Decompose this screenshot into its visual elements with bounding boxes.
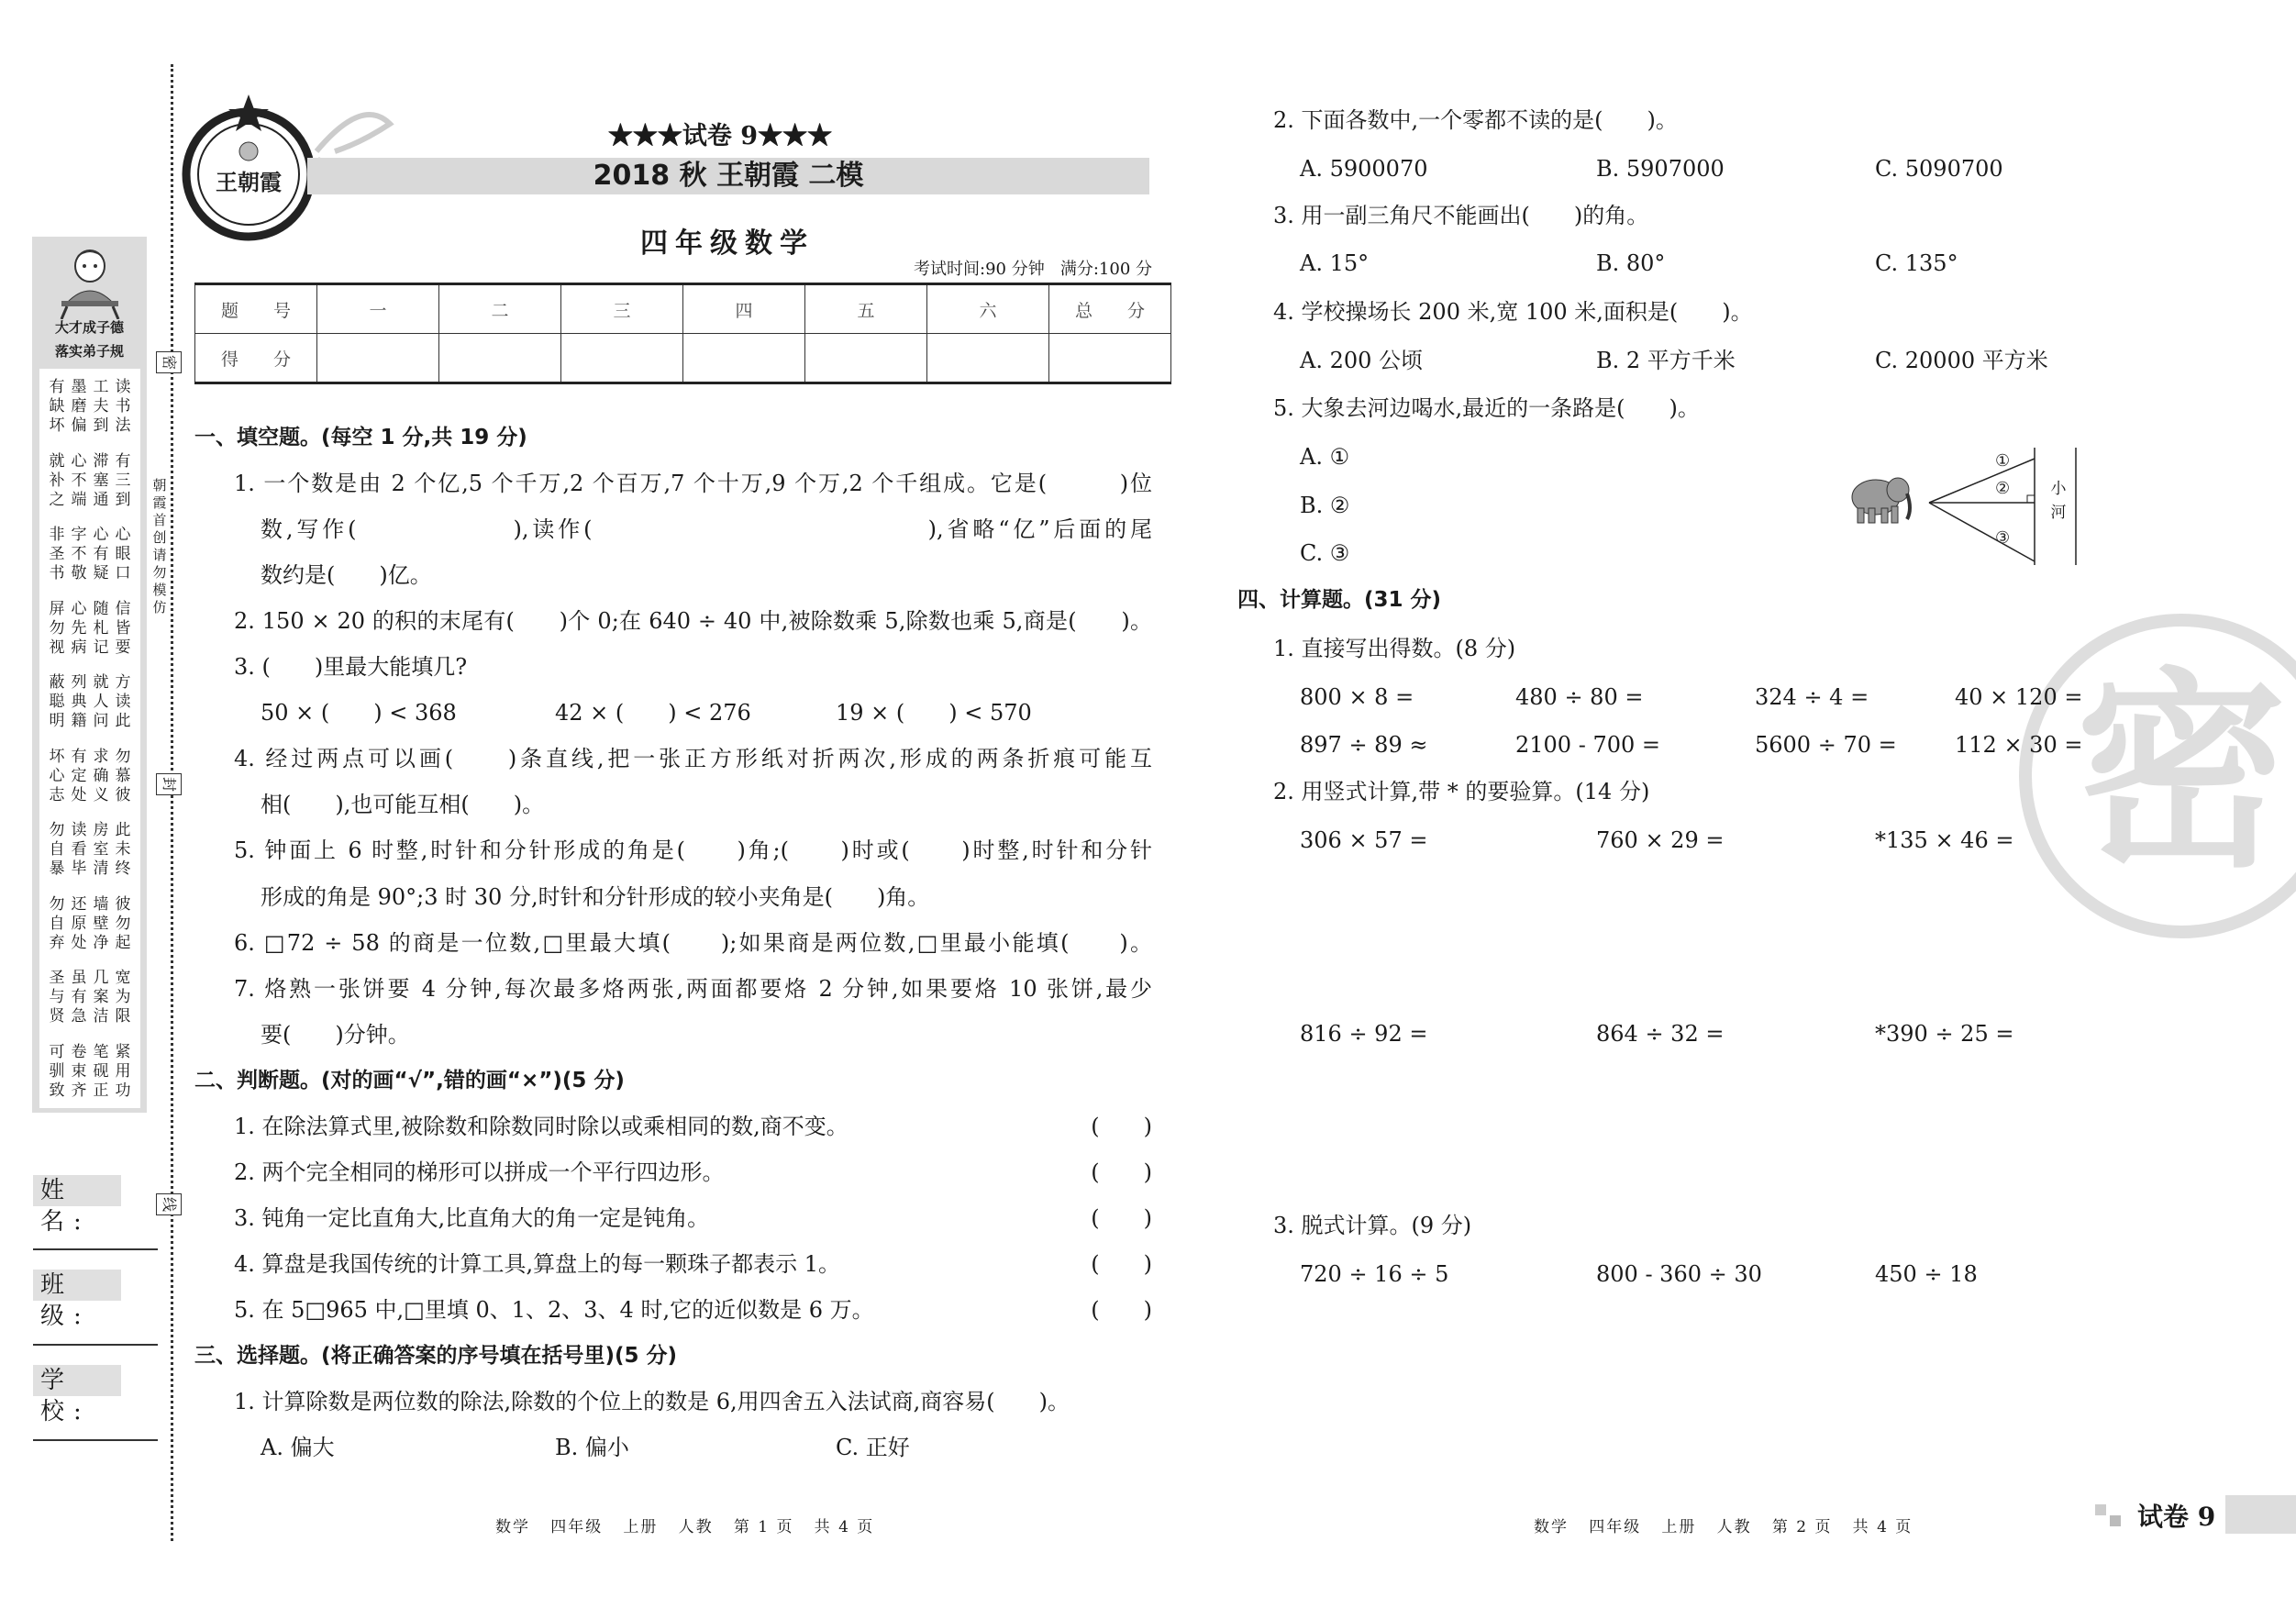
- footer-page-1: 数学 四年级 上册 人教 第 1 页 共 4 页: [495, 1518, 875, 1536]
- score-row-label: 得 分: [195, 334, 317, 383]
- poem-line: 自原壁勿: [49, 914, 138, 933]
- poem-line: 有墨工读: [49, 378, 138, 396]
- calculation-item: 306 × 57 =: [1300, 827, 1428, 853]
- section-heading: 二、判断题。(对的画“√”,错的画“×”)(5 分): [194, 1068, 625, 1092]
- footer-page-2: 数学 四年级 上册 人教 第 2 页 共 4 页: [1534, 1518, 1913, 1536]
- question-text: 5. 钟面上 6 时整,时针和分针形成的角是( )角;( )时或( )时整,时针和分针: [234, 837, 1152, 864]
- answer-option[interactable]: A. ①: [1300, 444, 1350, 470]
- student-cartoon-icon: [58, 246, 122, 319]
- paper-tag: 试卷 9: [2137, 1502, 2216, 1532]
- score-header-cell: 三: [561, 284, 683, 334]
- answer-option[interactable]: C. 20000 平方米: [1875, 348, 2048, 373]
- poem-line: 视病记要: [49, 638, 138, 657]
- judgement-statement: 3. 钝角一定比直角大,比直角大的角一定是钝角。: [234, 1204, 710, 1231]
- score-cell[interactable]: [317, 334, 439, 383]
- answer-option[interactable]: A. 200 公顷: [1300, 348, 1424, 373]
- poem-line: 弃处净起: [49, 933, 138, 952]
- paper-number: ★★★试卷 9★★★: [607, 122, 833, 150]
- score-cell[interactable]: [439, 334, 561, 383]
- score-header-cell: 二: [439, 284, 561, 334]
- judgement-statement: 1. 在除法算式里,被除数和除数同时除以或乘相同的数,商不变。: [234, 1113, 849, 1139]
- judgement-answer-blank[interactable]: ( ): [1091, 1159, 1152, 1185]
- question-text: 3. 脱式计算。(9 分): [1273, 1213, 1472, 1238]
- question-text-continued: 数,写作( ),读作( ),省略“亿”后面的尾: [261, 516, 1152, 543]
- poem-line: 勿读房此: [49, 821, 138, 839]
- poem-line: 坏有求勿: [49, 747, 138, 766]
- river-label: 小河: [2050, 480, 2067, 522]
- poem-line: 聪典人读: [49, 693, 138, 711]
- seal-mark-feng: 封: [156, 773, 182, 795]
- section-heading: 三、选择题。(将正确答案的序号填在括号里)(5 分): [194, 1344, 678, 1368]
- decor-square: [2110, 1515, 2121, 1526]
- score-cell[interactable]: [683, 334, 805, 383]
- answer-option[interactable]: A. 5900070: [1300, 156, 1428, 182]
- calculation-item: *135 × 46 =: [1875, 827, 2014, 853]
- subject-title: 四年级数学: [640, 227, 815, 260]
- calculation-item: 897 ÷ 89 ≈: [1300, 732, 1428, 758]
- path-label: ①: [1995, 451, 2011, 471]
- calculation-item: 2100 - 700 =: [1515, 732, 1660, 758]
- calculation-item: 800 × 8 =: [1300, 684, 1414, 710]
- score-table-score-row: [195, 334, 1171, 383]
- answer-option[interactable]: A. 15°: [1300, 250, 1370, 276]
- answer-option[interactable]: 42 × ( ) < 276: [555, 700, 751, 726]
- name-field[interactable]: [33, 1248, 158, 1250]
- school-field[interactable]: [33, 1439, 158, 1441]
- score-table: [194, 283, 1171, 384]
- calculation-item: 720 ÷ 16 ÷ 5: [1300, 1261, 1449, 1287]
- poem-line: 书敬疑口: [49, 564, 138, 582]
- question-text: 4. 经过两点可以画( )条直线,把一张正方形纸对折两次,形成的两条折痕可能互: [234, 746, 1152, 772]
- elephant-icon: [1852, 478, 1910, 523]
- question-text-continued: 要( )分钟。: [261, 1021, 410, 1048]
- question-text: 5. 大象去河边喝水,最近的一条路是( )。: [1273, 395, 1700, 421]
- question-text: 7. 烙熟一张饼要 4 分钟,每次最多烙两张,两面都要烙 2 分钟,如果要烙 10 张饼,最少: [234, 975, 1152, 1002]
- question-text: 6. □72 ÷ 58 的商是一位数,□里最大填( );如果商是两位数,□里最小能填( )。: [234, 929, 1152, 956]
- poem-line: 圣不有眼: [49, 545, 138, 563]
- poem-line: 补不塞三: [49, 471, 138, 490]
- question-text: 1. 计算除数是两位数的除法,除数的个位上的数是 6,用四舍五入法试商,商容易( )。: [234, 1389, 1070, 1415]
- motto-line: 大才成子德: [54, 319, 124, 336]
- watermark-seal-icon: [2009, 605, 2296, 954]
- poem-line: 暴毕清终: [49, 859, 138, 878]
- poem-line: 贤急洁限: [49, 1007, 138, 1026]
- score-header-cell: 四: [683, 284, 805, 334]
- judgement-statement: 5. 在 5□965 中,□里填 0、1、2、3、4 时,它的近似数是 6 万。: [234, 1296, 874, 1323]
- calculation-item: 5600 ÷ 70 =: [1755, 732, 1897, 758]
- calculation-item: 800 - 360 ÷ 30: [1596, 1261, 1762, 1287]
- calculation-item: 816 ÷ 92 =: [1300, 1021, 1428, 1047]
- score-header-cell: 总 分: [1049, 284, 1171, 334]
- poem-line: 非字心心: [49, 526, 138, 544]
- copyright-notice: 朝霞首创 请勿模仿: [152, 477, 167, 616]
- path-label: ③: [1995, 528, 2011, 548]
- dizigui-poem: [39, 369, 140, 1108]
- section-heading: 四、计算题。(31 分): [1237, 588, 1442, 612]
- seal-mark-mi: 密: [156, 351, 182, 373]
- answer-option[interactable]: C. ③: [1300, 540, 1350, 566]
- score-cell[interactable]: [1049, 334, 1171, 383]
- calculation-item: 324 ÷ 4 =: [1755, 684, 1869, 710]
- answer-option[interactable]: B. 80°: [1596, 250, 1666, 276]
- question-text: 3. ( )里最大能填几?: [234, 654, 468, 681]
- judgement-answer-blank[interactable]: ( ): [1091, 1113, 1152, 1139]
- answer-option[interactable]: 19 × ( ) < 570: [836, 700, 1032, 726]
- poem-line: 明籍问此: [49, 712, 138, 730]
- poem-line: 勿还墙彼: [49, 894, 138, 914]
- poem-line: 致齐正功: [49, 1081, 138, 1100]
- poem-line: 驯束砚用: [49, 1061, 138, 1081]
- question-text-continued: 相( ),也可能互相( )。: [261, 792, 545, 818]
- watermark-text: 密: [2075, 651, 2288, 896]
- name-label: 姓 名:: [33, 1175, 121, 1206]
- answer-option[interactable]: B. ②: [1300, 493, 1350, 518]
- calculation-item: 40 × 120 =: [1955, 684, 2083, 710]
- calculation-item: 112 × 30 =: [1955, 732, 2083, 758]
- poem-line: 可卷笔紧: [49, 1042, 138, 1061]
- class-label: 班 级:: [33, 1270, 121, 1301]
- judgement-answer-blank[interactable]: ( ): [1091, 1296, 1152, 1323]
- poem-line: 坏偏到法: [49, 416, 138, 435]
- poem-line: 蔽列就方: [49, 673, 138, 692]
- score-header-cell: 五: [805, 284, 927, 334]
- poem-line: 与有案为: [49, 988, 138, 1006]
- school-label: 学 校:: [33, 1365, 121, 1396]
- calculation-item: 864 ÷ 32 =: [1596, 1021, 1725, 1047]
- poem-line: 屏心随信: [49, 599, 138, 618]
- poem-line: 圣虽几宽: [49, 969, 138, 987]
- question-text: 4. 学校操场长 200 米,宽 100 米,面积是( )。: [1273, 299, 1753, 325]
- judgement-statement: 4. 算盘是我国传统的计算工具,算盘上的每一颗珠子都表示 1。: [234, 1250, 841, 1277]
- path-label: ②: [1995, 479, 2011, 498]
- answer-option[interactable]: C. 正好: [836, 1435, 910, 1461]
- answer-option[interactable]: B. 偏小: [555, 1435, 629, 1461]
- exam-info: 考试时间:90 分钟 满分:100 分: [914, 260, 1152, 279]
- question-text: 3. 用一副三角尺不能画出( )的角。: [1273, 203, 1649, 228]
- class-field[interactable]: [33, 1344, 158, 1346]
- motto-line: 落实弟子规: [54, 343, 124, 360]
- score-header-cell: 六: [927, 284, 1049, 334]
- poem-line: 自看室未: [49, 840, 138, 859]
- score-cell[interactable]: [805, 334, 927, 383]
- margin-sidebar: [32, 237, 147, 1113]
- answer-option[interactable]: A. 偏大: [261, 1435, 335, 1461]
- binding-dotted-line: [171, 64, 173, 1541]
- score-cell[interactable]: [927, 334, 1049, 383]
- calculation-item: 450 ÷ 18: [1875, 1261, 1978, 1287]
- question-text-continued: 数约是( )亿。: [261, 562, 432, 589]
- question-text: 1. 直接写出得数。(8 分): [1273, 636, 1516, 661]
- answer-option[interactable]: 50 × ( ) < 368: [261, 700, 457, 726]
- question-text: 2. 下面各数中,一个零都不读的是( )。: [1273, 107, 1678, 133]
- question-text: 2. 用竖式计算,带 * 的要验算。(14 分): [1273, 779, 1650, 804]
- answer-option[interactable]: C. 5090700: [1875, 156, 2003, 182]
- calculation-item: *390 ÷ 25 =: [1875, 1021, 2014, 1047]
- question-text: 1. 一个数是由 2 个亿,5 个千万,2 个百万,7 个十万,9 个万,2 个千组成。它是( )位: [234, 471, 1152, 497]
- judgement-answer-blank[interactable]: ( ): [1091, 1250, 1152, 1277]
- poem-line: 之端通到: [49, 490, 138, 509]
- poem-line: 勿先札皆: [49, 618, 138, 638]
- score-cell[interactable]: [561, 334, 683, 383]
- calculation-item: 480 ÷ 80 =: [1515, 684, 1644, 710]
- answer-option[interactable]: B. 5907000: [1596, 156, 1725, 182]
- score-table-header-row: [195, 284, 1171, 334]
- decor-square: [2095, 1504, 2106, 1515]
- question-text-continued: 形成的角是 90°;3 时 30 分,时针和分针形成的较小夹角是( )角。: [261, 883, 930, 910]
- score-header-cell: 一: [317, 284, 439, 334]
- section-heading: 一、填空题。(每空 1 分,共 19 分): [194, 426, 527, 449]
- poem-line: 志处义彼: [49, 785, 138, 804]
- poem-line: 就心滞有: [49, 451, 138, 471]
- answer-option[interactable]: C. 135°: [1875, 250, 1958, 276]
- seal-mark-xian: 线: [156, 1193, 182, 1215]
- score-header-cell: 题 号: [195, 284, 317, 334]
- logo-text: 王朝霞: [216, 169, 282, 195]
- poem-line: 缺磨夫书: [49, 397, 138, 416]
- question-text: 2. 150 × 20 的积的末尾有( )个 0;在 640 ÷ 40 中,被除数乘 5,除数也乘 5,商是( )。: [234, 608, 1152, 635]
- poem-line: 心定确慕: [49, 766, 138, 785]
- exam-title: 2018 秋 王朝霞 二模: [593, 160, 864, 192]
- answer-option[interactable]: B. 2 平方千米: [1596, 348, 1736, 373]
- judgement-answer-blank[interactable]: ( ): [1091, 1204, 1152, 1231]
- calculation-item: 760 × 29 =: [1596, 827, 1725, 853]
- judgement-statement: 2. 两个完全相同的梯形可以拼成一个平行四边形。: [234, 1159, 725, 1185]
- decor-block: [2225, 1495, 2296, 1534]
